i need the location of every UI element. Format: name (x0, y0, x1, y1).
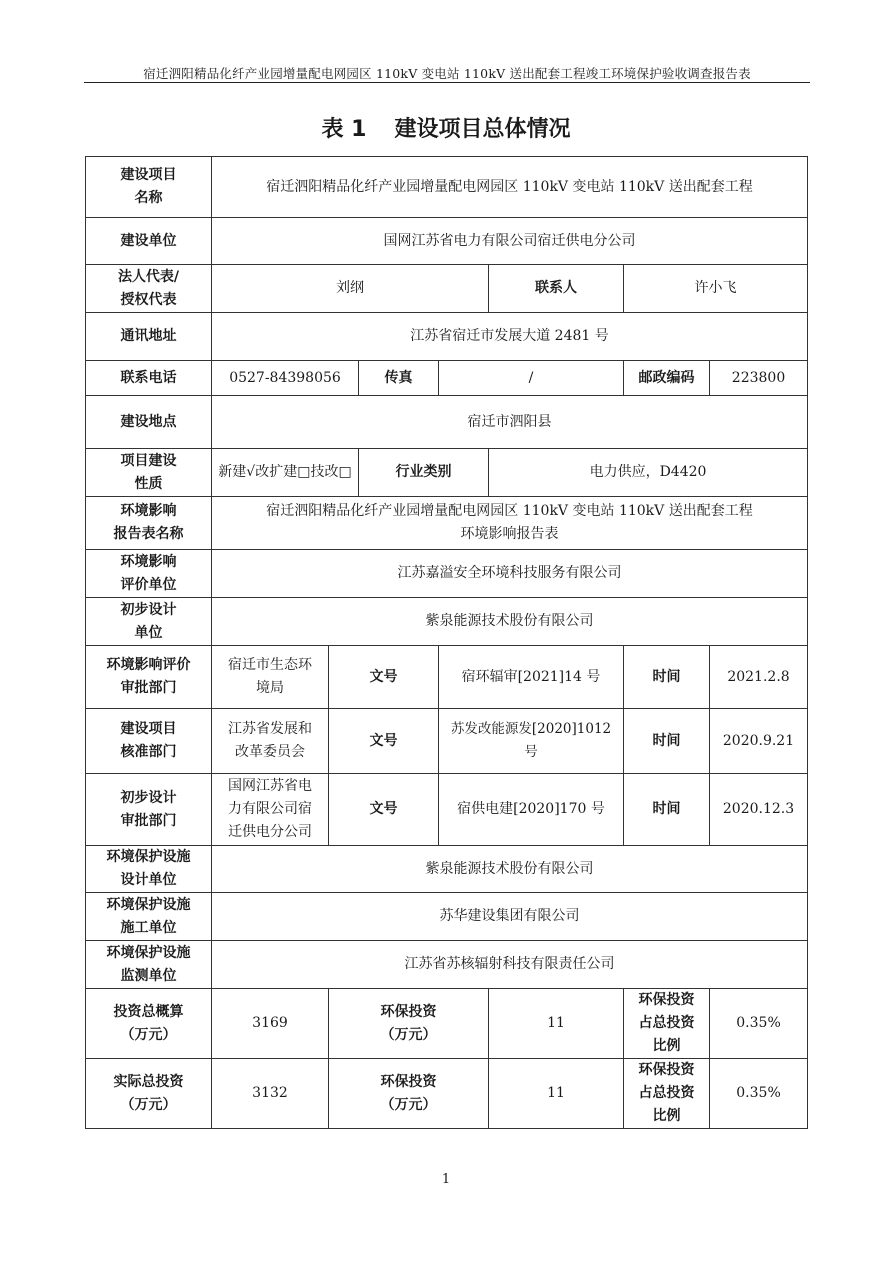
label-env-design: 环境保护设施 设计单位 (86, 846, 212, 893)
row-builder (86, 218, 808, 265)
value-env-monitoring: 江苏省苏核辐射科技有限责任公司 (212, 941, 808, 989)
label-postcode: 邮政编码 (624, 361, 710, 396)
value-location: 宿迁市泗阳县 (212, 396, 808, 449)
label-phone: 联系电话 (86, 361, 212, 396)
row-env-design (86, 846, 808, 893)
value-eia-report-line1: 宿迁泗阳精品化纤产业园增量配电网园区 110kV 变电站 110kV 送出配套工程 (266, 503, 753, 519)
value-design-approval-doc: 宿供电建[2020]170 号 (439, 774, 624, 846)
value-eia-approval-dept: 宿迁市生态环 境局 (212, 646, 329, 709)
label-design-approval: 初步设计 审批部门 (86, 774, 212, 846)
label-builder: 建设单位 (86, 218, 212, 265)
value-nature: 新建√改扩建□技改□ (212, 449, 359, 497)
value-budget-env: 11 (489, 989, 624, 1059)
label-actual-ratio: 环保投资 占总投资 比例 (624, 1059, 710, 1129)
project-overview-table (85, 156, 808, 1129)
value-design-approval-dept: 国网江苏省电 力有限公司宿 迁供电分公司 (212, 774, 329, 846)
label-project-approval: 建设项目 核准部门 (86, 709, 212, 774)
label-fax: 传真 (359, 361, 439, 396)
label-eia-unit: 环境影响 评价单位 (86, 550, 212, 598)
value-project-approval-doc: 苏发改能源发[2020]1012 号 (439, 709, 624, 774)
value-phone: 0527-84398056 (212, 361, 359, 396)
label-env-monitoring: 环境保护设施 监测单位 (86, 941, 212, 989)
label-budget: 投资总概算 （万元） (86, 989, 212, 1059)
row-legal-rep (86, 265, 808, 313)
label-budget-env: 环保投资 （万元） (329, 989, 489, 1059)
label-design-approval-doc: 文号 (329, 774, 439, 846)
value-fax: / (439, 361, 624, 396)
row-project-name (86, 157, 808, 218)
value-legal-rep: 刘纲 (212, 265, 489, 313)
label-contact: 联系人 (489, 265, 624, 313)
value-env-construction: 苏华建设集团有限公司 (212, 893, 808, 941)
value-eia-report (212, 497, 808, 550)
label-project-approval-time: 时间 (624, 709, 710, 774)
row-phone (86, 361, 808, 396)
value-budget: 3169 (212, 989, 329, 1059)
value-postcode: 223800 (710, 361, 808, 396)
row-project-approval (86, 709, 808, 774)
label-legal-rep: 法人代表/ 授权代表 (86, 265, 212, 313)
label-industry: 行业类别 (359, 449, 489, 497)
label-nature: 项目建设 性质 (86, 449, 212, 497)
value-eia-report-line2: 环境影响报告表 (460, 526, 559, 542)
label-project-name: 建设项目 名称 (86, 157, 212, 218)
value-project-approval-time: 2020.9.21 (710, 709, 808, 774)
label-actual-env: 环保投资 （万元） (329, 1059, 489, 1129)
value-actual-ratio: 0.35% (710, 1059, 808, 1129)
row-location (86, 396, 808, 449)
value-prelim-design-unit: 紫泉能源技术股份有限公司 (212, 598, 808, 646)
value-eia-unit: 江苏嘉溢安全环境科技服务有限公司 (212, 550, 808, 598)
label-budget-ratio: 环保投资 占总投资 比例 (624, 989, 710, 1059)
label-env-construction: 环境保护设施 施工单位 (86, 893, 212, 941)
value-project-name: 宿迁泗阳精品化纤产业园增量配电网园区 110kV 变电站 110kV 送出配套工程 (212, 157, 808, 218)
value-eia-approval-time: 2021.2.8 (710, 646, 808, 709)
page-number: 1 (441, 1172, 451, 1187)
label-eia-report: 环境影响 报告表名称 (86, 497, 212, 550)
value-contact: 许小飞 (624, 265, 808, 313)
label-eia-approval: 环境影响评价 审批部门 (86, 646, 212, 709)
row-address (86, 313, 808, 361)
label-design-approval-time: 时间 (624, 774, 710, 846)
value-project-approval-dept: 江苏省发展和 改革委员会 (212, 709, 329, 774)
row-eia-report (86, 497, 808, 550)
value-env-design: 紫泉能源技术股份有限公司 (212, 846, 808, 893)
row-actual (86, 1059, 808, 1129)
row-prelim-design-unit (86, 598, 808, 646)
value-builder: 国网江苏省电力有限公司宿迁供电分公司 (212, 218, 808, 265)
running-header: 宿迁泗阳精品化纤产业园增量配电网园区 110kV 变电站 110kV 送出配套工程竣工环境保护验收调查报告表 (143, 66, 751, 81)
value-eia-approval-doc: 宿环辐审[2021]14 号 (439, 646, 624, 709)
label-actual: 实际总投资 （万元） (86, 1059, 212, 1129)
header-rule (84, 82, 810, 83)
row-env-monitoring (86, 941, 808, 989)
value-actual: 3132 (212, 1059, 329, 1129)
row-eia-unit (86, 550, 808, 598)
label-address: 通讯地址 (86, 313, 212, 361)
value-budget-ratio: 0.35% (710, 989, 808, 1059)
label-eia-approval-time: 时间 (624, 646, 710, 709)
value-address: 江苏省宿迁市发展大道 2481 号 (212, 313, 808, 361)
value-actual-env: 11 (489, 1059, 624, 1129)
label-location: 建设地点 (86, 396, 212, 449)
row-budget (86, 989, 808, 1059)
row-env-construction (86, 893, 808, 941)
table-title (0, 112, 892, 143)
label-eia-approval-doc: 文号 (329, 646, 439, 709)
row-eia-approval (86, 646, 808, 709)
label-project-approval-doc: 文号 (329, 709, 439, 774)
value-industry: 电力供应，D4420 (489, 449, 808, 497)
table-title-text: 建设项目总体情况 (394, 117, 571, 142)
value-design-approval-time: 2020.12.3 (710, 774, 808, 846)
label-prelim-design-unit: 初步设计 单位 (86, 598, 212, 646)
row-nature (86, 449, 808, 497)
table-number: 表 1 (321, 117, 367, 142)
row-design-approval (86, 774, 808, 846)
